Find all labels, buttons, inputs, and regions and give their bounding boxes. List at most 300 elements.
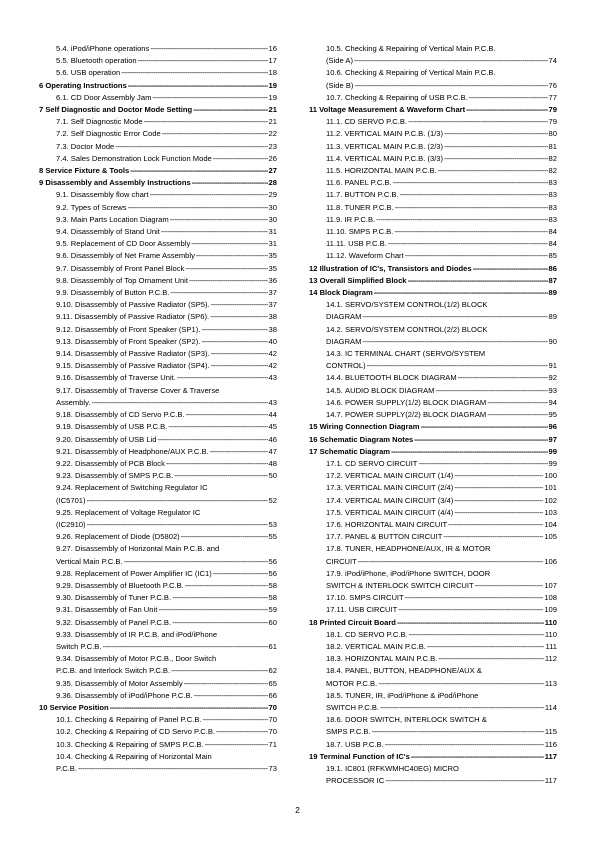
toc-entry-page: 76 <box>548 80 557 90</box>
toc-entry-page: 27 <box>268 166 277 176</box>
dot-leader <box>454 495 543 507</box>
dot-leader <box>444 141 547 153</box>
toc-entry-title: Checking & Repairing of SMPS P.C.B. <box>75 739 204 749</box>
toc-entry-number: 18.3. <box>326 654 343 664</box>
toc-subsection-entry <box>309 202 557 214</box>
toc-entry-title: Illustration of IC's, Transistors and Diodes <box>319 263 472 273</box>
toc-subsection-entry <box>39 250 277 262</box>
toc-entry-page: 70 <box>268 702 277 712</box>
toc-entry-number: 14.7. <box>326 410 343 420</box>
toc-entry-number: 9.9. <box>56 288 69 298</box>
toc-entry-title: Schematic Diagram Notes <box>319 434 414 444</box>
toc-entry-title: Checking & Repairing of USB P.C.B. <box>345 92 468 102</box>
toc-entry-title: Main Parts Location Diagram <box>70 214 169 224</box>
dot-leader <box>185 263 267 275</box>
dot-leader <box>162 128 268 140</box>
toc-entry-page: 47 <box>268 446 277 456</box>
toc-subsection-entry <box>39 751 277 775</box>
toc-entry-page: 93 <box>548 385 557 395</box>
toc-subsection-entry <box>39 153 277 165</box>
toc-entry-title: SMPS CIRCUIT <box>349 593 404 603</box>
toc-entry-number: 9.3. <box>56 214 69 224</box>
toc-entry-number: 17.4. <box>326 495 343 505</box>
toc-entry-page: 86 <box>548 263 557 273</box>
toc-entry-title: Disassembly of Traverse Unit. <box>75 373 176 383</box>
toc-subsection-entry <box>39 287 277 299</box>
toc-entry-number: 18.5. <box>326 690 343 700</box>
toc-entry-title: PANEL, BUTTON, HEADPHONE/AUX & <box>345 666 482 676</box>
toc-entry-page: 37 <box>268 288 277 298</box>
toc-entry-title-continued: PROCESSOR IC <box>326 776 385 786</box>
toc-entry-number: 9.27. <box>56 544 73 554</box>
toc-section-entry <box>39 80 277 92</box>
toc-entry-number: 18.4. <box>326 666 343 676</box>
toc-entry-title: Disassembly of IR P.C.B. and iPod/iPhone <box>75 629 218 639</box>
toc-entry-number: 9.33. <box>56 629 73 639</box>
toc-entry-title: IR P.C.B. <box>344 214 376 224</box>
dot-leader <box>398 604 543 616</box>
toc-entry-number: 11 <box>309 105 318 115</box>
toc-subsection-entry <box>39 311 277 323</box>
toc-entry-number: 17.11. <box>326 605 347 615</box>
toc-subsection-entry <box>39 739 277 751</box>
toc-entry-page: 94 <box>548 397 557 407</box>
toc-subsection-entry <box>309 458 557 470</box>
toc-entry-title-continued: P.C.B. <box>56 763 77 773</box>
toc-subsection-entry <box>39 202 277 214</box>
toc-entry-title: TUNER P.C.B. <box>344 202 394 212</box>
toc-entry-page: 66 <box>268 690 277 700</box>
toc-subsection-entry <box>39 726 277 738</box>
toc-entry-number: 9.7. <box>56 263 69 273</box>
toc-entry-number: 9.4. <box>56 227 69 237</box>
toc-entry-page: 19 <box>268 80 277 90</box>
dot-leader <box>376 214 547 226</box>
toc-entry-page: 23 <box>268 141 277 151</box>
toc-subsection-entry <box>309 238 557 250</box>
toc-entry-number: 9.20. <box>56 434 73 444</box>
toc-entry-page: 73 <box>268 763 277 773</box>
toc-entry-title: Schematic Diagram <box>319 446 391 456</box>
dot-leader <box>158 604 267 616</box>
toc-subsection-entry <box>309 519 557 531</box>
toc-section-entry <box>309 751 557 763</box>
dot-leader <box>395 202 548 214</box>
dot-leader <box>174 470 267 482</box>
toc-section-entry <box>309 617 557 629</box>
toc-entry-number: 19 <box>309 751 318 761</box>
toc-entry-number: 14 <box>309 288 318 298</box>
dot-leader <box>102 641 267 653</box>
toc-entry-page: 45 <box>268 422 277 432</box>
toc-entry-page: 35 <box>268 251 277 261</box>
dot-leader <box>78 763 268 775</box>
toc-entry-page: 43 <box>268 397 277 407</box>
toc-entry-page: 29 <box>268 190 277 200</box>
toc-entry-title: Doctor Mode <box>70 141 115 151</box>
toc-subsection-entry <box>39 275 277 287</box>
dot-leader <box>184 678 268 690</box>
toc-entry-page: 50 <box>268 471 277 481</box>
toc-entry-number: 18.1. <box>326 629 343 639</box>
toc-entry-page: 82 <box>548 166 557 176</box>
toc-subsection-entry <box>39 263 277 275</box>
toc-subsection-entry <box>309 116 557 128</box>
dot-leader <box>150 43 267 55</box>
toc-entry-title: CD SERVO P.C.B. <box>345 629 408 639</box>
toc-entry-number: 11.1. <box>326 117 343 127</box>
toc-subsection-entry <box>309 629 557 641</box>
dot-leader <box>362 336 547 348</box>
toc-entry-page: 81 <box>548 141 557 151</box>
toc-entry-title: USB CIRCUIT <box>348 605 398 615</box>
toc-right-column <box>309 43 557 787</box>
toc-entry-page: 17 <box>268 56 277 66</box>
dot-leader <box>421 421 548 433</box>
toc-entry-number: 11.5. <box>326 166 343 176</box>
toc-entry-page: 58 <box>268 593 277 603</box>
dot-leader <box>157 434 267 446</box>
toc-entry-page: 91 <box>548 361 557 371</box>
dot-leader <box>393 177 548 189</box>
toc-entry-title: Disassembly of Motor Assembly <box>75 678 183 688</box>
toc-entry-number: 14.2. <box>326 324 343 334</box>
toc-subsection-entry <box>39 67 277 79</box>
toc-entry-page: 74 <box>548 56 557 66</box>
toc-entry-number: 13 <box>309 275 318 285</box>
toc-entry-page: 110 <box>544 629 557 639</box>
toc-entry-number: 14.6. <box>326 397 343 407</box>
dot-leader <box>454 507 543 519</box>
dot-leader <box>448 519 543 531</box>
toc-entry-number: 9.16. <box>56 373 73 383</box>
toc-entry-number: 15 <box>309 422 318 432</box>
toc-entry-title: Disassembly of USB P.C.B. <box>75 422 168 432</box>
toc-entry-title: Disassembly of Bluetooth P.C.B. <box>75 580 184 590</box>
toc-entry-number: 18.2. <box>326 641 343 651</box>
toc-subsection-entry <box>309 226 557 238</box>
toc-entry-title: Disassembly of Headphone/AUX P.C.B. <box>75 446 209 456</box>
toc-entry-number: 9.25. <box>56 507 73 517</box>
dot-leader <box>138 55 268 67</box>
toc-entry-title: Disassembly of Tuner P.C.B. <box>75 593 172 603</box>
toc-entry-number: 11.12. <box>326 251 347 261</box>
toc-entry-title-continued: SMPS P.C.B. <box>326 727 371 737</box>
dot-leader <box>372 726 544 738</box>
toc-entry-number: 5.6. <box>56 68 69 78</box>
toc-entry-page: 21 <box>268 117 277 127</box>
dot-leader <box>210 311 267 323</box>
toc-section-entry <box>309 446 557 458</box>
toc-subsection-entry <box>39 141 277 153</box>
dot-leader <box>385 739 544 751</box>
toc-entry-title: USB operation <box>70 68 121 78</box>
toc-entry-title-continued: (IC2910) <box>56 519 86 529</box>
toc-entry-title: Disassembly of Traverse Cover & Traverse <box>75 385 220 395</box>
toc-entry-page: 106 <box>544 556 557 566</box>
toc-entry-number: 14.1. <box>326 300 343 310</box>
toc-entry-number: 19.1. <box>326 763 343 773</box>
toc-entry-page: 83 <box>548 214 557 224</box>
toc-entry-number: 11.10. <box>326 227 347 237</box>
toc-entry-page: 102 <box>544 495 557 505</box>
toc-entry-number: 17.7. <box>326 532 343 542</box>
toc-entry-page: 36 <box>268 275 277 285</box>
toc-entry-number: 10.5. <box>326 44 343 53</box>
toc-entry-number: 9.2. <box>56 202 69 212</box>
toc-entry-page: 96 <box>548 422 557 432</box>
toc-entry-title: Disassembly of Button P.C.B. <box>70 288 170 298</box>
toc-subsection-entry <box>39 629 277 653</box>
dot-leader <box>172 592 267 604</box>
toc-entry-number: 11.7. <box>326 190 343 200</box>
toc-entry-title: Replacement of Voltage Regulator IC <box>75 507 201 517</box>
toc-entry-page: 30 <box>268 202 277 212</box>
toc-entry-number: 7.1. <box>56 117 69 127</box>
toc-entry-title-continued: MOTOR P.C.B. <box>326 678 378 688</box>
toc-entry-number: 11.3. <box>326 141 343 151</box>
toc-subsection-entry <box>309 739 557 751</box>
toc-subsection-entry <box>39 617 277 629</box>
toc-subsection-entry <box>39 299 277 311</box>
toc-subsection-entry <box>39 348 277 360</box>
dot-leader <box>213 568 268 580</box>
page-number: 2 <box>295 805 300 815</box>
dot-leader <box>144 116 268 128</box>
toc-entry-number: 11.2. <box>326 129 343 139</box>
toc-subsection-entry <box>309 348 557 372</box>
toc-subsection-entry <box>39 324 277 336</box>
dot-leader <box>213 153 268 165</box>
toc-entry-title: AUDIO BLOCK DIAGRAM <box>345 385 435 395</box>
toc-entry-page: 58 <box>268 580 277 590</box>
toc-subsection-entry <box>309 92 557 104</box>
dot-leader <box>409 629 544 641</box>
toc-entry-page: 52 <box>268 495 277 505</box>
toc-entry-title: Waveform Chart <box>348 251 404 261</box>
toc-entry-page: 110 <box>544 617 557 627</box>
toc-subsection-entry <box>39 568 277 580</box>
toc-entry-page: 71 <box>268 739 277 749</box>
toc-subsection-entry <box>39 372 277 384</box>
toc-subsection-entry <box>309 165 557 177</box>
dot-leader <box>211 299 268 311</box>
toc-left-column <box>39 43 277 775</box>
toc-entry-number: 9.17. <box>56 385 73 395</box>
dot-leader <box>435 385 547 397</box>
toc-entry-title: Disassembly of USB Lid <box>75 434 157 444</box>
toc-subsection-entry <box>39 238 277 250</box>
toc-entry-title: Replacement of Diode (D5802) <box>75 532 180 542</box>
toc-subsection-entry <box>39 360 277 372</box>
toc-entry-number: 10.4. <box>56 751 73 761</box>
dot-leader <box>152 92 267 104</box>
toc-entry-number: 17 <box>309 446 318 456</box>
toc-entry-title: PANEL P.C.B. <box>344 178 392 188</box>
toc-entry-title: Disassembly of Passive Radiator (SP3). <box>75 349 210 359</box>
toc-entry-title: Disassembly of Front Speaker (SP1). <box>75 324 201 334</box>
toc-entry-page: 85 <box>548 251 557 261</box>
toc-subsection-entry <box>39 434 277 446</box>
toc-entry-number: 9.30. <box>56 593 73 603</box>
toc-entry-title: SERVO/SYSTEM CONTROL(2/2) BLOCK <box>345 324 488 334</box>
toc-entry-title: Disassembly of Front Panel Block <box>70 263 185 273</box>
toc-subsection-entry <box>39 604 277 616</box>
toc-subsection-entry <box>39 678 277 690</box>
toc-section-entry <box>309 421 557 433</box>
toc-section-entry <box>309 104 557 116</box>
toc-entry-page: 105 <box>544 532 557 542</box>
toc-entry-number: 9 <box>39 178 44 188</box>
dot-leader <box>87 519 268 531</box>
toc-subsection-entry <box>309 665 557 689</box>
dot-leader <box>362 311 547 323</box>
dot-leader <box>192 177 268 189</box>
dot-leader <box>172 617 267 629</box>
toc-entry-title: BUTTON P.C.B. <box>344 190 399 200</box>
toc-entry-title: Block Diagram <box>319 288 373 298</box>
dot-leader <box>354 55 548 67</box>
toc-entry-number: 14.4. <box>326 373 343 383</box>
toc-entry-title: Wiring Connection Diagram <box>319 422 420 432</box>
dot-leader <box>186 409 268 421</box>
toc-entry-title: Replacement of CD Door Assembly <box>70 239 191 249</box>
toc-entry-title: HORIZONTAL MAIN CIRCUIT <box>345 519 448 529</box>
toc-entry-number: 9.15. <box>56 361 73 371</box>
toc-subsection-entry <box>39 446 277 458</box>
toc-subsection-entry <box>39 336 277 348</box>
toc-subsection-entry <box>309 531 557 543</box>
toc-subsection-entry <box>309 604 557 616</box>
toc-entry-number: 9.35. <box>56 678 73 688</box>
toc-entry-title: PANEL & BUTTON CIRCUIT <box>345 532 443 542</box>
dot-leader <box>473 263 548 275</box>
toc-entry-title: Printed Circuit Board <box>319 617 396 627</box>
toc-entry-title: VERTICAL MAIN CIRCUIT (1/4) <box>345 471 454 481</box>
dot-leader <box>211 348 268 360</box>
toc-entry-page: 28 <box>268 178 277 188</box>
dot-leader <box>196 250 268 262</box>
toc-entry-title: VERTICAL MAIN CIRCUIT (3/4) <box>345 495 454 505</box>
toc-subsection-entry <box>39 55 277 67</box>
dot-leader <box>414 434 547 446</box>
dot-leader <box>391 446 547 458</box>
toc-subsection-entry <box>309 128 557 140</box>
toc-entry-title: Disassembly of Front Speaker (SP2). <box>75 336 201 346</box>
toc-entry-number: 10.1. <box>56 715 73 725</box>
toc-entry-page: 79 <box>548 105 557 115</box>
toc-entry-title: Terminal Function of IC's <box>319 751 410 761</box>
dot-leader <box>487 409 547 421</box>
dot-leader <box>203 714 268 726</box>
dot-leader <box>128 80 268 92</box>
toc-entry-title: VERTICAL MAIN P.C.B. (2/3) <box>344 141 444 151</box>
toc-entry-title: Disassembly of Panel P.C.B. <box>75 617 172 627</box>
toc-entry-number: 17.6. <box>326 519 343 529</box>
dot-leader <box>400 189 548 201</box>
toc-entry-number: 12 <box>309 263 318 273</box>
toc-entry-title: Disassembly of iPod/iPhone P.C.B. <box>75 690 193 700</box>
toc-entry-number: 9.36. <box>56 690 73 700</box>
toc-entry-title: Disassembly flow chart <box>70 190 149 200</box>
toc-subsection-entry <box>309 641 557 653</box>
toc-subsection-entry <box>309 714 557 738</box>
dot-leader <box>110 702 268 714</box>
dot-leader <box>418 458 547 470</box>
toc-entry-number: 9.34. <box>56 654 73 664</box>
dot-leader <box>189 275 268 287</box>
dot-leader <box>128 202 268 214</box>
toc-entry-page: 101 <box>544 483 557 493</box>
toc-entry-title: HORIZONTAL MAIN P.C.B. <box>344 166 437 176</box>
toc-subsection-entry <box>39 458 277 470</box>
toc-entry-number: 11.11. <box>326 239 346 249</box>
toc-entry-page: 35 <box>268 263 277 273</box>
toc-entry-page: 103 <box>544 507 557 517</box>
dot-leader <box>124 556 268 568</box>
toc-entry-title: VERTICAL MAIN CIRCUIT (2/4) <box>345 483 454 493</box>
dot-leader <box>405 250 548 262</box>
toc-entry-number: 18 <box>309 617 318 627</box>
toc-entry-title: Disassembly of Passive Radiator (SP4). <box>75 361 210 371</box>
toc-subsection-entry <box>39 385 277 409</box>
toc-entry-number: 9.13. <box>56 336 73 346</box>
toc-entry-title-continued: Assembly. <box>56 397 91 407</box>
toc-entry-page: 40 <box>268 336 277 346</box>
toc-entry-title: Disassembly of Horizontal Main P.C.B. and <box>75 544 220 554</box>
dot-leader <box>358 556 544 568</box>
toc-entry-number: 9.10. <box>56 300 73 310</box>
toc-entry-number: 17.2. <box>326 471 343 481</box>
dot-leader <box>87 495 268 507</box>
toc-entry-page: 56 <box>268 556 277 566</box>
dot-leader <box>191 238 267 250</box>
dot-leader <box>475 580 544 592</box>
toc-subsection-entry <box>39 470 277 482</box>
toc-entry-page: 42 <box>268 361 277 371</box>
toc-entry-title: iPod/iPhone operations <box>70 44 150 53</box>
toc-section-entry <box>39 104 277 116</box>
toc-entry-title: Disassembly of SMPS P.C.B. <box>75 471 174 481</box>
toc-entry-title: Replacement of Power Amplifier IC (IC1) <box>75 568 212 578</box>
toc-section-entry <box>309 263 557 275</box>
toc-entry-title: Checking & Repairing of Vertical Main P.C.B. <box>345 44 496 53</box>
toc-entry-page: 99 <box>548 446 557 456</box>
toc-entry-number: 16 <box>309 434 318 444</box>
toc-entry-number: 9.32. <box>56 617 73 627</box>
toc-entry-page: 92 <box>548 373 557 383</box>
toc-entry-page: 87 <box>548 275 557 285</box>
toc-entry-page: 79 <box>548 117 557 127</box>
dot-leader <box>161 226 268 238</box>
toc-subsection-entry <box>309 653 557 665</box>
toc-entry-page: 18 <box>268 68 277 78</box>
toc-entry-number: 17.9. <box>326 568 343 578</box>
toc-subsection-entry <box>39 592 277 604</box>
toc-entry-page: 37 <box>268 300 277 310</box>
toc-entry-title: Self Diagnostic and Doctor Mode Setting <box>45 105 193 115</box>
toc-entry-page: 22 <box>268 129 277 139</box>
dot-leader <box>458 372 548 384</box>
toc-entry-page: 90 <box>548 336 557 346</box>
dot-leader <box>171 665 267 677</box>
toc-subsection-entry <box>309 385 557 397</box>
toc-subsection-entry <box>39 214 277 226</box>
toc-entry-title: DOOR SWITCH, INTERLOCK SWITCH & <box>345 715 487 725</box>
toc-entry-title-continued: SWITCH & INTERLOCK SWITCH CIRCUIT <box>326 580 474 590</box>
toc-entry-title: iPod/iPhone, iPod/iPhone SWITCH, DOOR <box>345 568 491 578</box>
toc-entry-title-continued: DIAGRAM <box>326 336 362 346</box>
